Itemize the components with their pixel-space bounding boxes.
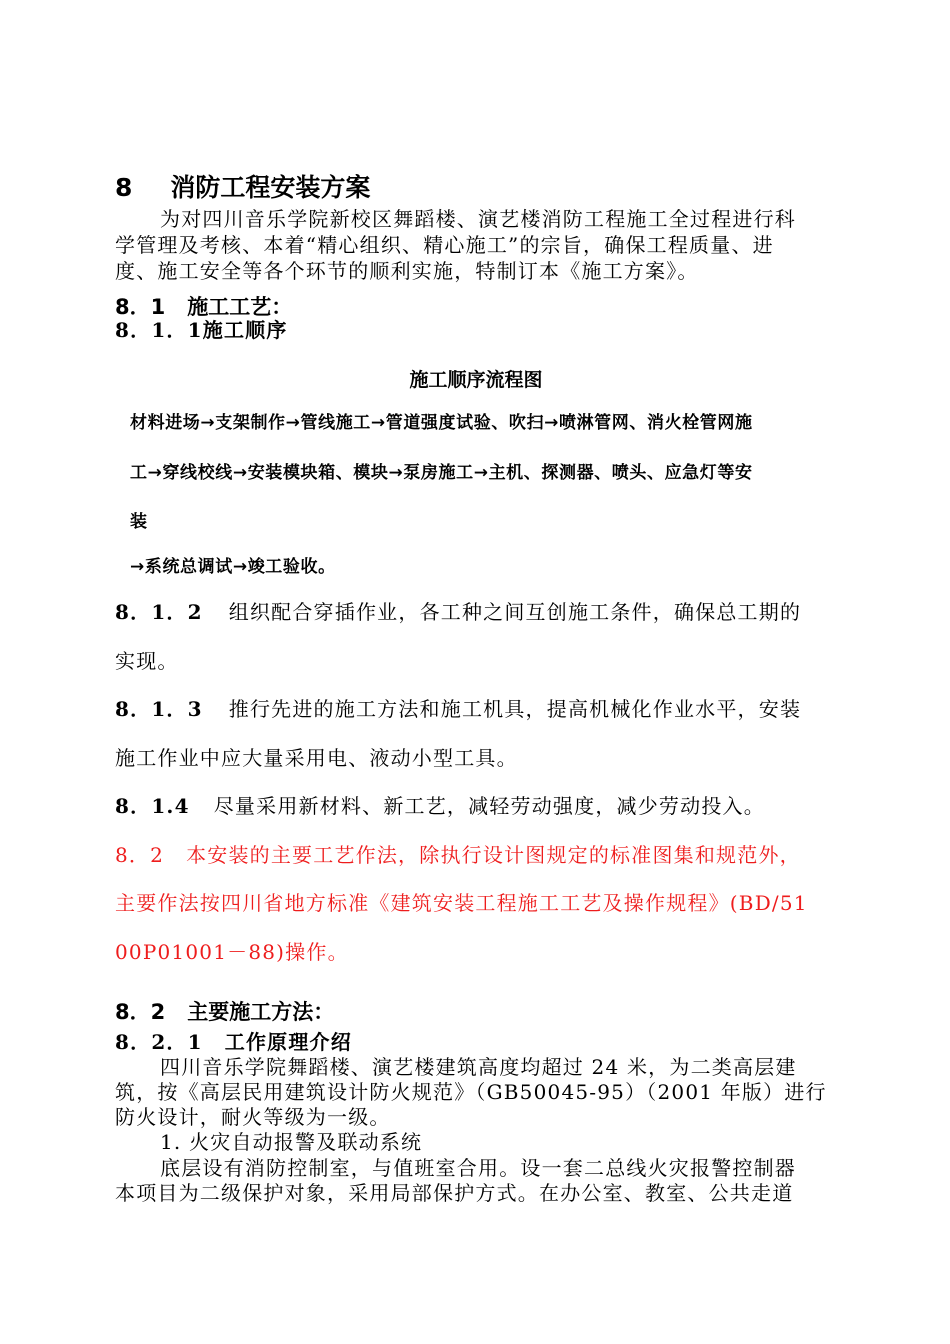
item-8-1-4 — [115, 794, 837, 818]
item-8-1-3-cont: 施工作业中应大量采用电、液动小型工具。 — [115, 746, 518, 770]
subsection-title: 施工顺序 — [202, 318, 288, 342]
flowchart-line-2: 工→穿线校线→安装模块箱、模块→泵房施工→主机、探测器、喷头、应急灯等安 — [130, 463, 753, 483]
subsection-heading-8-2-1 — [115, 1030, 837, 1054]
item-number: 8．1.4 — [115, 794, 190, 818]
fire-alarm-line-1: 底层设有消防控制室，与值班室合用。设一套二总线火灾报警控制器 — [160, 1156, 796, 1180]
red-note-line-3: 00P01001－88)操作。 — [115, 940, 349, 964]
red-note-line-2: 主要作法按四川省地方标准《建筑安装工程施工工艺及操作规程》(BD/51 — [115, 891, 808, 915]
flowchart-line-4: →系统总调试→竣工验收。 — [130, 557, 336, 577]
item-text: 推行先进的施工方法和施工机具，提高机械化作业水平，安装 — [228, 697, 802, 721]
note-text: 本安装的主要工艺作法，除执行设计图规定的标准图集和规范外， — [186, 843, 801, 867]
subsection-heading-8-1 — [115, 291, 837, 321]
principle-line-3: 防火设计，耐火等级为一级。 — [115, 1105, 391, 1129]
item-8-1-2 — [115, 600, 837, 624]
item-8-1-3 — [115, 697, 837, 721]
intro-line-3: 度、施工安全等各个环节的顺利实施，特制订本《施工方案》。 — [115, 259, 699, 283]
section-heading — [115, 168, 837, 204]
fire-alarm-line-2: 本项目为二级保护对象，采用局部保护方式。在办公室、教室、公共走道 — [115, 1181, 794, 1205]
section-title: 消防工程安装方案 — [170, 173, 371, 202]
flowchart-line-1: 材料进场→支架制作→管线施工→管道强度试验、吹扫→喷淋管网、消火栓管网施 — [130, 413, 753, 433]
flowchart-line-3: 装 — [130, 512, 148, 532]
subsection-title: 施工工艺： — [187, 295, 293, 319]
subsection-number: 8．1 — [115, 295, 166, 319]
intro-line-2: 学管理及考核、本着“精心组织、精心施工”的宗旨，确保工程质量、进 — [115, 233, 774, 257]
item-number: 8．1．2 — [115, 600, 203, 624]
subsection-number: 8．2．1 — [115, 1030, 203, 1054]
flowchart-title: 施工顺序流程图 — [409, 369, 543, 391]
section-number: 8 — [115, 173, 133, 202]
principle-line-1: 四川音乐学院舞蹈楼、演艺楼建筑高度均超过 24 米，为二类高层建 — [160, 1055, 797, 1079]
subsection-heading-8-2 — [115, 996, 837, 1026]
fire-alarm-system-title: 1. 火灾自动报警及联动系统 — [160, 1130, 423, 1154]
subsection-number: 8．2 — [115, 1000, 166, 1024]
item-number: 8．1．3 — [115, 697, 203, 721]
note-number: 8．2 — [115, 843, 165, 867]
subsection-title: 工作原理介绍 — [224, 1030, 352, 1054]
principle-line-2: 筑，按《高层民用建筑设计防火规范》（GB50045-95）（2001 年版）进行 — [115, 1080, 827, 1104]
subsection-number: 8．1．1 — [115, 318, 203, 342]
subsection-title: 主要施工方法： — [187, 1000, 335, 1024]
red-note-line-1 — [115, 843, 837, 867]
item-8-1-2-cont: 实现。 — [115, 649, 179, 673]
item-text: 组织配合穿插作业，各工种之间互创施工条件，确保总工期的 — [228, 600, 802, 624]
item-text: 尽量采用新材料、新工艺，减轻劳动强度，减少劳动投入。 — [213, 794, 765, 818]
intro-line-1: 为对四川音乐学院新校区舞蹈楼、演艺楼消防工程施工全过程进行科 — [160, 207, 796, 231]
subsection-heading-8-1-1 — [115, 318, 837, 342]
